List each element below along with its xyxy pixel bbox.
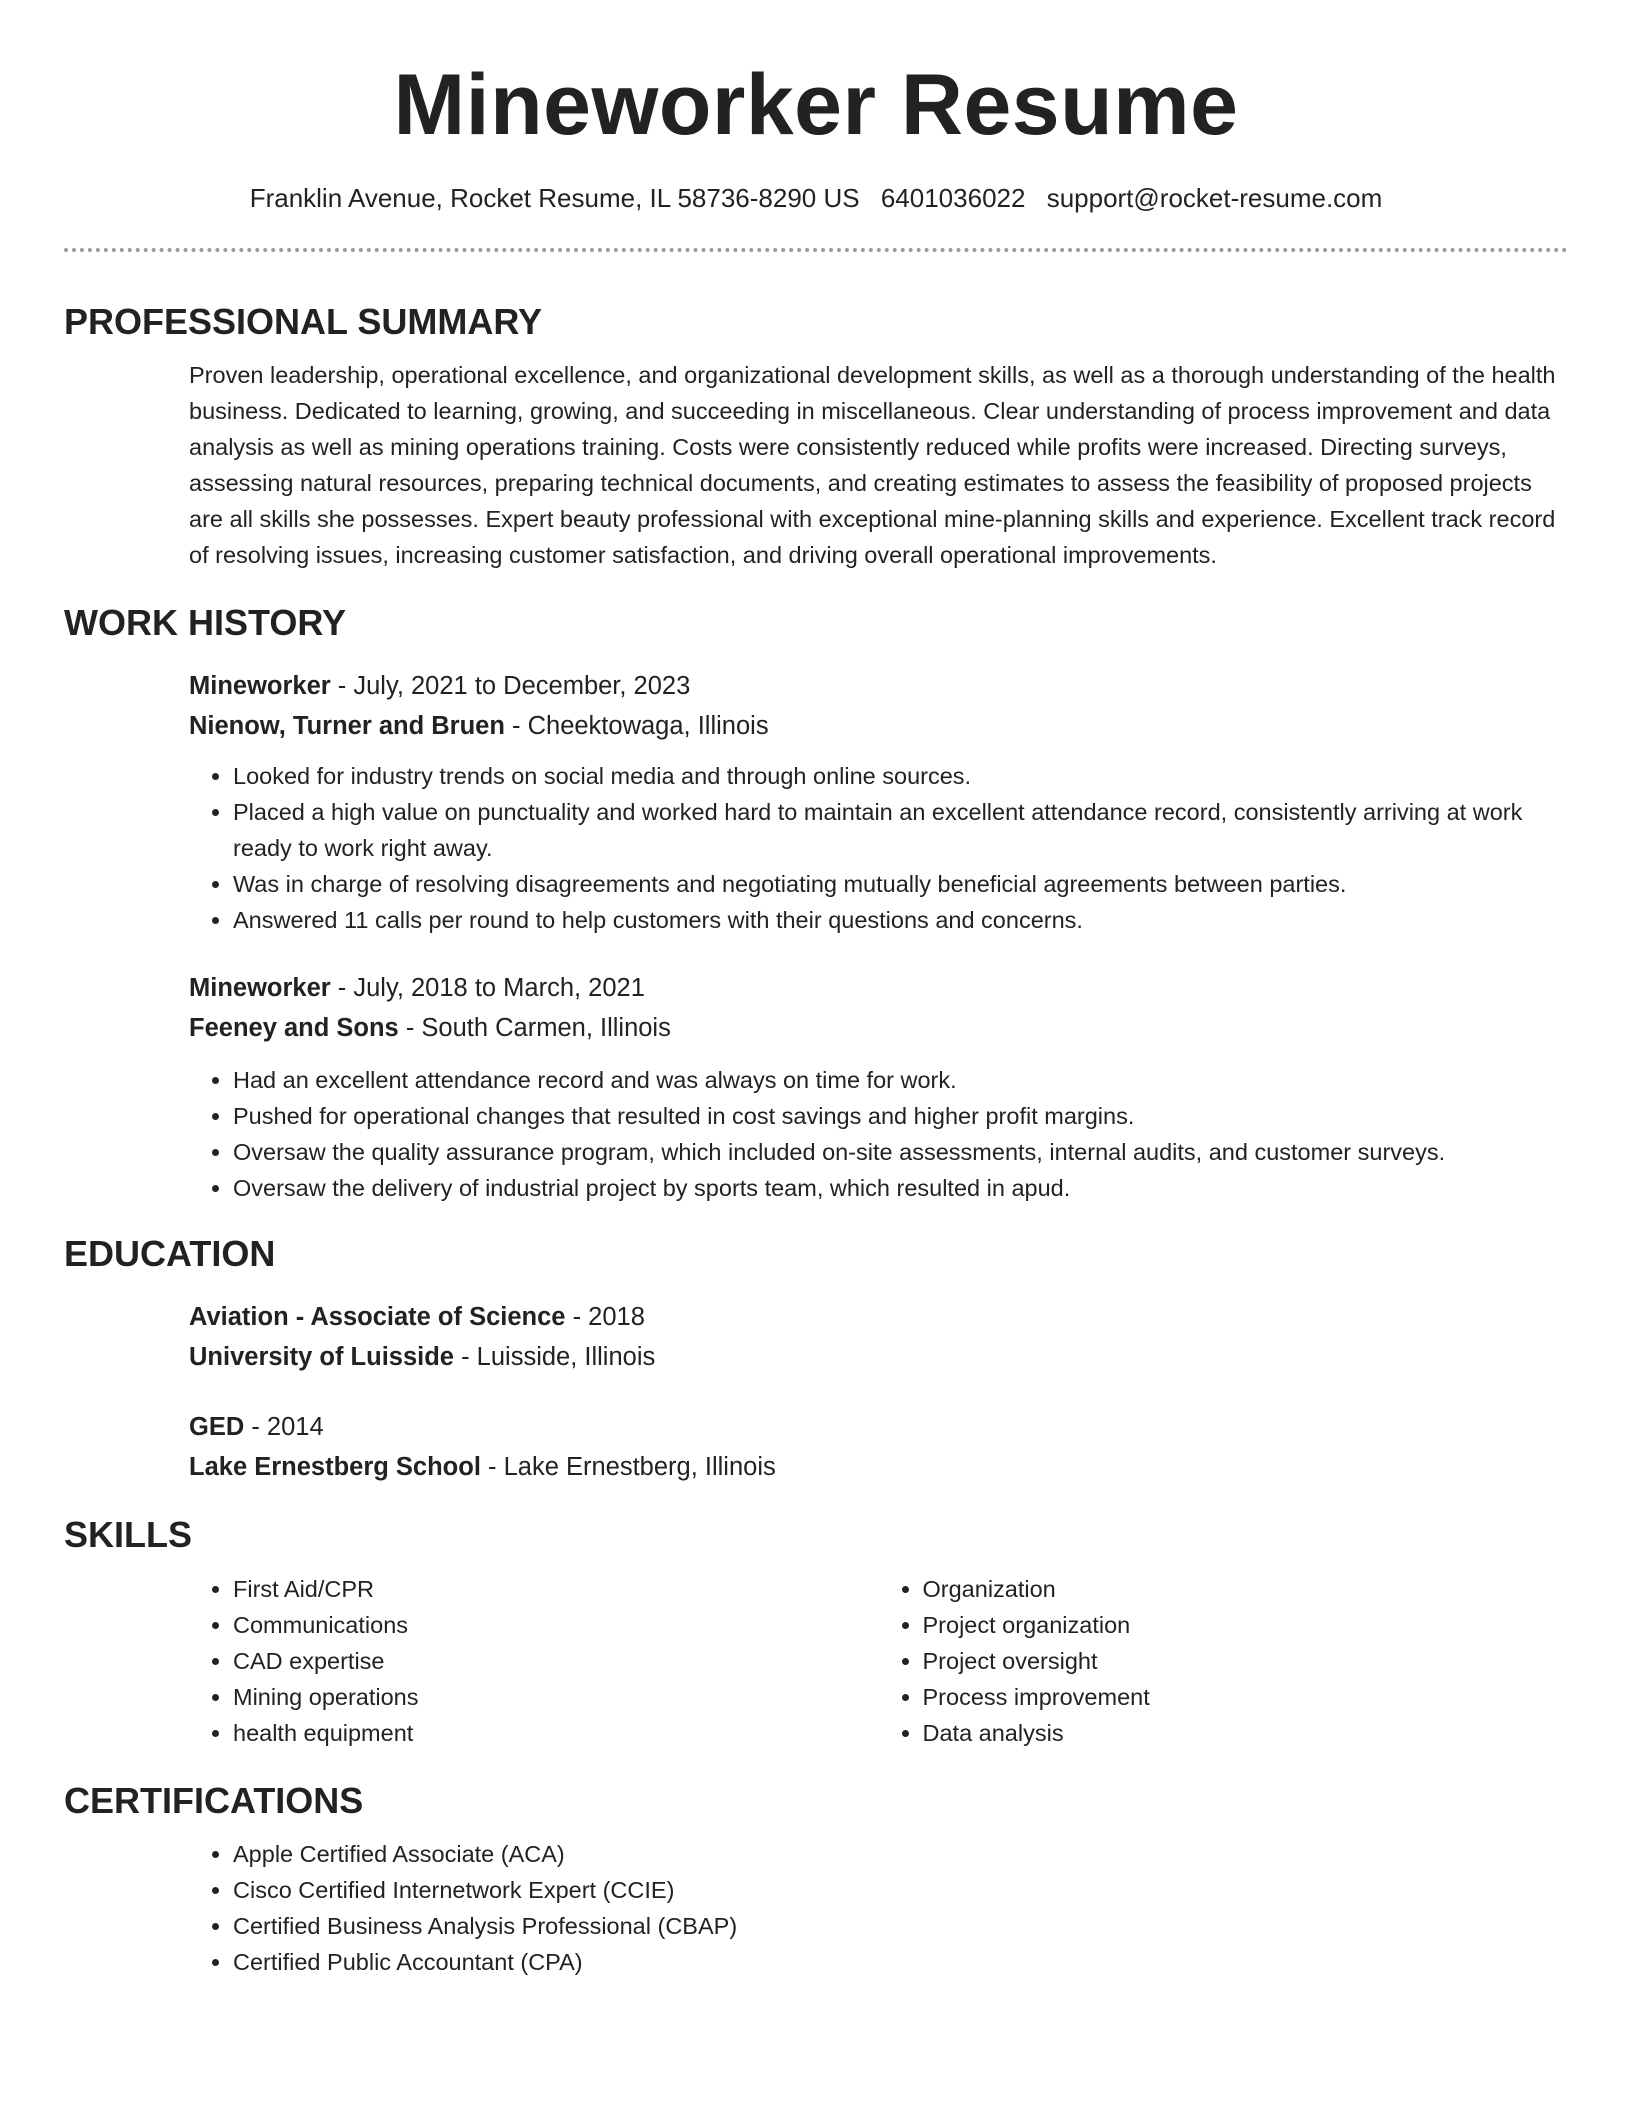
job-dates: - July, 2021 to December, 2023 [330,672,691,701]
contact-address: Franklin Avenue, Rocket Resume, IL 58736-8290 US [249,182,860,213]
list-item: • Placed a high value on punctuality and worked hard to maintain an excellent attendance record, consistently arriving at work ready to work right away. [233,794,1568,866]
degree-line [189,1407,1568,1447]
list-item: • health equipment [233,1715,879,1751]
school-location: - Luisside, Illinois [454,1343,656,1372]
list-item: • Was in charge of resolving disagreements and negotiating mutually beneficial agreements between parties. [233,866,1568,902]
list-item: • Communications [233,1607,879,1643]
certifications-body [189,1836,1568,1980]
school-name: University of Luisside [189,1343,454,1372]
list-item: • Organization [923,1571,1569,1607]
education-entry [189,1407,1568,1487]
job-entry [189,666,1568,938]
job-company: Feeney and Sons [189,1014,399,1043]
job-company: Nienow, Turner and Bruen [189,712,505,741]
education-heading: EDUCATION [64,1233,276,1275]
list-item: • Data analysis [923,1715,1569,1751]
job-title: Mineworker [189,974,331,1003]
skills-list-right [879,1571,1569,1751]
list-item: • Cisco Certified Internetwork Expert (CCIE) [233,1872,1568,1908]
work-heading: WORK HISTORY [64,601,347,643]
summary-heading: PROFESSIONAL SUMMARY [64,300,543,342]
work-body [189,666,1568,1206]
job-company-line [189,1008,1568,1048]
job-bullets [189,1062,1568,1206]
degree-name: Aviation - Associate of Science [189,1303,566,1332]
work-section [64,601,1568,1206]
list-item: • Oversaw the delivery of industrial project by sports team, which resulted in apud. [233,1170,1568,1206]
education-section [64,1232,1568,1487]
certifications-section [64,1779,1568,1980]
list-item: • First Aid/CPR [233,1571,879,1607]
list-item: • Oversaw the quality assurance program, which included on-site assessments, internal audits, and customer surveys. [233,1134,1568,1170]
school-name: Lake Ernestberg School [189,1453,481,1482]
list-item: • Certified Public Accountant (CPA) [233,1944,1568,1980]
job-title: Mineworker [189,672,331,701]
skills-section [64,1513,1568,1750]
skills-grid [189,1571,1568,1751]
contact-phone: 6401036022 [880,182,1026,213]
list-item: • Looked for industry trends on social media and through online sources. [233,758,1568,794]
list-item: • Apple Certified Associate (ACA) [233,1836,1568,1872]
list-item: • Answered 11 calls per round to help customers with their questions and concerns. [233,902,1568,938]
skills-list-left [189,1571,879,1751]
list-item: • Mining operations [233,1679,879,1715]
degree-year: - 2018 [565,1303,645,1332]
list-item: • Project organization [923,1607,1569,1643]
list-item: • Process improvement [923,1679,1569,1715]
school-line [189,1447,1568,1487]
certifications-list [189,1836,1568,1980]
job-location: - Cheektowaga, Illinois [504,712,769,741]
education-entry [189,1297,1568,1377]
job-company-line [189,706,1568,746]
list-item: • Had an excellent attendance record and was always on time for work. [233,1062,1568,1098]
education-body [189,1297,1568,1487]
resume-title: Mineworker Resume [393,57,1239,153]
job-location: - South Carmen, Illinois [398,1014,671,1043]
summary-body [189,357,1568,573]
job-dates: - July, 2018 to March, 2021 [330,974,645,1003]
header-divider [64,248,1568,252]
summary-text: Proven leadership, operational excellence, and organizational development skills, as well as a thorough understanding of the health business. Dedicated to learning, growing, and succeeding in miscellaneous. Clear understanding of process improvement and data analysis as well as mining operations training. Costs were consistently reduced while profits were increased. Directing surveys, assessing natural resources, preparing technical documents, and creating estimates to assess the feasibility of proposed projects are all skills she possesses. Expert beauty professional with exceptional mine-planning skills and experience. Excellent track record of resolving issues, increasing customer satisfaction, and driving overall operational improvements. [189,361,1556,568]
degree-year: - 2014 [244,1413,324,1442]
list-item: • CAD expertise [233,1643,879,1679]
degree-name: GED [189,1413,245,1442]
summary-section [64,300,1568,573]
job-title-line [189,666,1568,706]
job-bullets [189,758,1568,938]
job-title-line [189,968,1568,1008]
list-item: • Pushed for operational changes that resulted in cost savings and higher profit margins. [233,1098,1568,1134]
contact-email: support@rocket-resume.com [1046,182,1383,213]
job-entry [189,968,1568,1206]
school-line [189,1337,1568,1377]
list-item: • Certified Business Analysis Professional (CBAP) [233,1908,1568,1944]
list-item: • Project oversight [923,1643,1569,1679]
skills-body [189,1571,1568,1751]
school-location: - Lake Ernestberg, Illinois [480,1453,776,1482]
degree-line [189,1297,1568,1337]
contact-line [64,183,1568,214]
skills-heading: SKILLS [64,1514,193,1556]
certifications-heading: CERTIFICATIONS [64,1779,364,1821]
